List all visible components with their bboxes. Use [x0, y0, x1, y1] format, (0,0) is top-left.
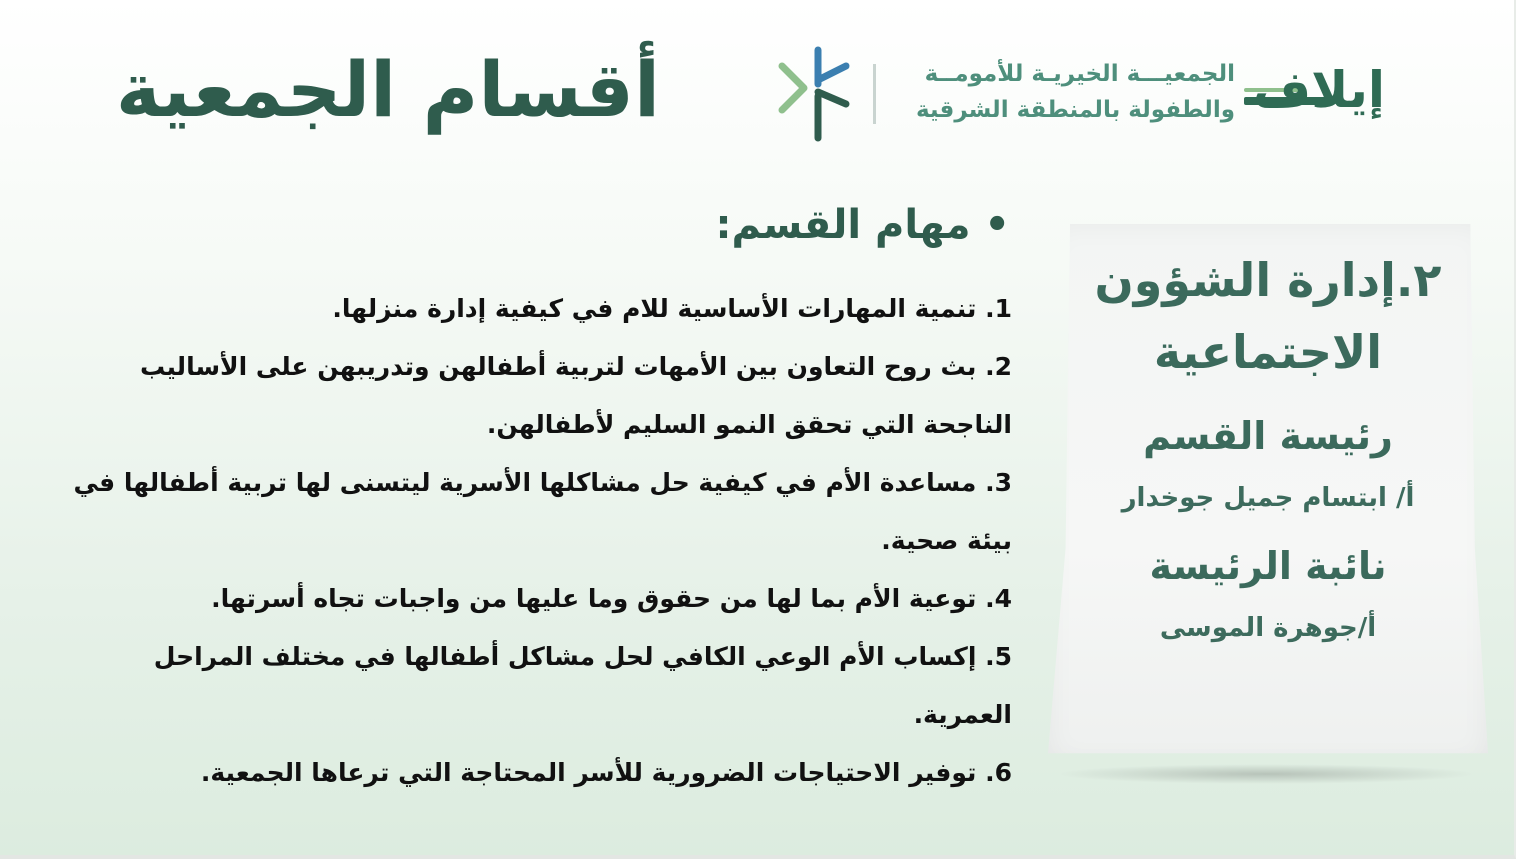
card-shadow: [1056, 764, 1476, 784]
deputy-label: نائبة الرئيسة: [1149, 544, 1387, 588]
brand-logotype: إيلاف: [1253, 61, 1385, 119]
organization-name-line-1: الجمعيـــة الخيريـة للأمومــة: [924, 61, 1235, 87]
task-item: 2. بث روح التعاون بين الأمهات لتربية أطفالهن وتدريبهن على الأساليب الناجحة التي تحقق النمو السليم لأطفالهن.: [140, 352, 1012, 439]
logo-divider: [873, 64, 876, 124]
tasks-heading: • مهام القسم:: [715, 202, 1010, 248]
department-card: [1048, 224, 1488, 772]
organization-name-line-2: والطفولة بالمنطقة الشرقية: [915, 97, 1235, 123]
deputy-name: أ/جوهرة الموسى: [1159, 613, 1377, 643]
tasks-list: [50, 280, 1012, 802]
task-item: 3. مساعدة الأم في كيفية حل مشاكلها الأسرية ليتسنى لها تربية أطفالها في بيئة صحية.: [73, 468, 1012, 555]
head-name: أ/ ابتسام جميل جوخدار: [1121, 483, 1415, 513]
department-card-content: [1088, 244, 1448, 648]
task-item: 6. توفير الاحتياجات الضرورية للأسر المحتاجة التي ترعاها الجمعية.: [200, 758, 1012, 787]
organization-name: [890, 56, 1235, 128]
logo-mark-icon: [778, 44, 854, 144]
task-item: 5. إكساب الأم الوعي الكافي لحل مشاكل أطفالها في مختلف المراحل العمرية.: [153, 642, 1012, 729]
task-item: 4. توعية الأم بما لها من حقوق وما عليها من واجبات تجاه أسرتها.: [211, 584, 1012, 613]
task-item: 1. تنمية المهارات الأساسية للام في كيفية إدارة منزلها.: [332, 294, 1012, 323]
head-label: رئيسة القسم: [1143, 414, 1393, 458]
page-title: أقسام الجمعية: [115, 45, 660, 134]
department-title: ٢.إدارة الشؤون الاجتماعية: [1094, 253, 1442, 379]
